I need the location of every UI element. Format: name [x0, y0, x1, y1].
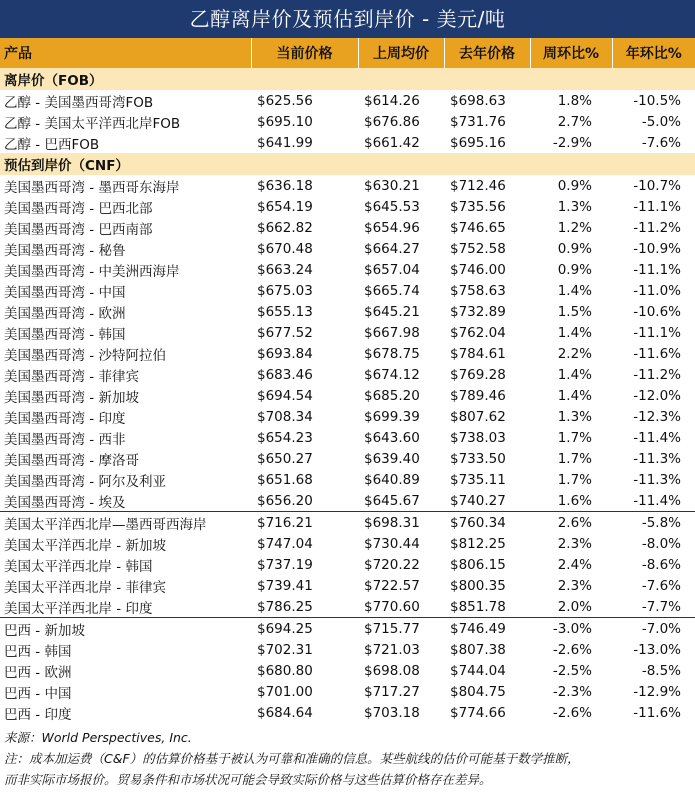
value-cell: $657.04 — [364, 261, 420, 278]
value-cell: $656.20 — [257, 492, 313, 509]
value-cell: -11.1% — [633, 324, 681, 341]
value-cell: 1.7% — [557, 471, 592, 488]
value-cell: -13.0% — [633, 641, 681, 658]
value-cell: 1.3% — [557, 408, 592, 425]
value-cell: $654.96 — [364, 219, 420, 236]
route-name-cell: 美国墨西哥湾 - 埃及 — [4, 494, 126, 511]
value-cell: -8.5% — [641, 662, 681, 679]
value-cell: $702.31 — [257, 641, 313, 658]
value-cell: $645.53 — [364, 198, 420, 215]
table-row — [0, 490, 695, 512]
value-cell: -7.0% — [612, 618, 695, 640]
value-cell: $762.04 — [450, 324, 506, 341]
section-header-row — [0, 68, 695, 90]
value-cell: $645.21 — [364, 303, 420, 320]
value-cell: -11.1% — [633, 261, 681, 278]
value-cell: $712.46 — [450, 177, 506, 194]
value-cell: $737.19 — [257, 556, 313, 573]
table-row — [0, 196, 695, 217]
route-name-cell: 美国墨西哥湾 - 菲律宾 — [4, 368, 139, 385]
value-cell: $680.80 — [257, 662, 313, 679]
value-cell: $760.34 — [444, 512, 530, 534]
value-cell: $708.34 — [257, 408, 313, 425]
value-cell: $739.41 — [257, 577, 313, 594]
value-cell: $740.27 — [450, 492, 506, 509]
route-name-cell: 美国太平洋西北岸 - 菲律宾 — [4, 579, 166, 596]
value-cell: 1.4% — [557, 324, 592, 341]
value-cell: $851.78 — [450, 598, 506, 615]
value-cell: -11.4% — [633, 492, 681, 509]
value-cell: -11.3% — [633, 450, 681, 467]
value-cell: $744.04 — [450, 662, 506, 679]
value-cell: $614.26 — [364, 92, 420, 109]
value-cell: $807.62 — [450, 408, 506, 425]
value-cell: -7.6% — [641, 134, 681, 151]
value-cell: $641.99 — [257, 134, 313, 151]
route-name-cell: 美国墨西哥湾 - 巴西南部 — [4, 221, 153, 238]
value-cell: $639.40 — [364, 450, 420, 467]
value-cell: $663.24 — [257, 261, 313, 278]
table-row — [0, 217, 695, 238]
value-cell: -11.1% — [633, 198, 681, 215]
route-name-cell: 乙醇 - 巴西FOB — [4, 136, 100, 153]
value-cell: $645.67 — [364, 492, 420, 509]
value-cell: $677.52 — [257, 324, 313, 341]
route-name-cell: 美国太平洋西北岸 - 印度 — [4, 600, 153, 617]
route-name-cell: 巴西 - 欧洲 — [4, 664, 72, 681]
value-cell: $651.68 — [257, 471, 313, 488]
value-cell: -8.0% — [641, 535, 681, 552]
value-cell: 2.3% — [557, 535, 592, 552]
route-name-cell: 美国墨西哥湾 - 中美洲西海岸 — [4, 263, 180, 280]
value-cell: $664.27 — [364, 240, 420, 257]
value-cell: 1.8% — [557, 92, 592, 109]
value-cell: $693.84 — [257, 345, 313, 362]
route-name-cell: 美国太平洋西北岸—墨西哥西海岸 — [0, 512, 251, 534]
value-cell: $701.00 — [257, 683, 313, 700]
value-cell: $661.42 — [364, 134, 420, 151]
route-name-cell: 美国墨西哥湾 - 墨西哥东海岸 — [4, 179, 180, 196]
value-cell: $654.19 — [257, 198, 313, 215]
value-cell: $683.46 — [257, 366, 313, 383]
route-name-cell: 巴西 - 新加坡 — [0, 618, 251, 640]
route-name-cell: 美国墨西哥湾 - 印度 — [4, 410, 126, 427]
section-label: 离岸价（FOB） — [0, 68, 695, 90]
value-cell: $746.49 — [444, 618, 530, 640]
value-cell: $675.03 — [257, 282, 313, 299]
value-cell: $720.22 — [364, 556, 420, 573]
value-cell: $694.54 — [257, 387, 313, 404]
value-cell: $721.03 — [364, 641, 420, 658]
value-cell: $800.35 — [450, 577, 506, 594]
value-cell: $640.89 — [364, 471, 420, 488]
value-cell: 2.0% — [557, 598, 592, 615]
value-cell: $730.44 — [364, 535, 420, 552]
value-cell: 1.7% — [557, 429, 592, 446]
value-cell: $738.03 — [450, 429, 506, 446]
value-cell: -10.7% — [633, 177, 681, 194]
table-row — [0, 175, 695, 196]
route-name-cell: 乙醇 - 美国太平洋西北岸FOB — [4, 115, 181, 132]
value-cell: $722.57 — [364, 577, 420, 594]
table-row — [0, 575, 695, 596]
table-row — [0, 618, 695, 640]
value-cell: $784.61 — [450, 345, 506, 362]
table-row — [0, 322, 695, 343]
route-name-cell: 美国墨西哥湾 - 阿尔及利亚 — [4, 473, 166, 490]
value-cell: $665.74 — [364, 282, 420, 299]
value-cell: -11.0% — [633, 282, 681, 299]
value-cell: $716.21 — [251, 512, 358, 534]
value-cell: $774.66 — [450, 704, 506, 721]
value-cell: 2.4% — [557, 556, 592, 573]
table-row — [0, 111, 695, 132]
value-cell: -2.3% — [552, 683, 592, 700]
value-cell: $662.82 — [257, 219, 313, 236]
route-name-cell: 美国太平洋西北岸 - 韩国 — [4, 558, 153, 575]
table-row — [0, 259, 695, 280]
route-name-cell: 美国墨西哥湾 - 韩国 — [4, 326, 126, 343]
value-cell: $698.31 — [358, 512, 444, 534]
value-cell: 1.7% — [557, 450, 592, 467]
table-row — [0, 660, 695, 681]
header-yoy-change: 年环比% — [612, 38, 695, 68]
route-name-cell: 美国墨西哥湾 - 沙特阿拉伯 — [4, 347, 166, 364]
value-cell: $752.58 — [450, 240, 506, 257]
note-text-line-1: 注：成本加运费（C&F）的估算价格基于被认为可靠和准确的信息。某些航线的估价可能基于数学推断， — [4, 751, 580, 766]
value-cell: 1.2% — [557, 219, 592, 236]
table-row — [0, 238, 695, 259]
value-cell: 2.3% — [557, 577, 592, 594]
value-cell: 1.6% — [557, 492, 592, 509]
value-cell: -5.0% — [641, 113, 681, 130]
footnote — [0, 723, 695, 790]
value-cell: $684.64 — [257, 704, 313, 721]
value-cell: -12.9% — [633, 683, 681, 700]
table-row — [0, 469, 695, 490]
value-cell: $733.50 — [450, 450, 506, 467]
value-cell: -12.0% — [633, 387, 681, 404]
value-cell: -7.6% — [641, 577, 681, 594]
value-cell: $636.18 — [257, 177, 313, 194]
note-text-line-2: 而非实际市场报价。贸易条件和市场状况可能会导致实际价格与这些估算价格存在差异。 — [4, 772, 492, 787]
value-cell: -11.2% — [633, 366, 681, 383]
table-row — [0, 406, 695, 427]
route-name-cell: 美国墨西哥湾 - 秘鲁 — [4, 242, 126, 259]
table-row — [0, 385, 695, 406]
header-current-price: 当前价格 — [251, 38, 358, 68]
route-name-cell: 乙醇 - 美国墨西哥湾FOB — [4, 94, 154, 111]
table-row — [0, 364, 695, 385]
value-cell: -3.0% — [530, 618, 612, 640]
source-text: 来源：World Perspectives, Inc. — [4, 730, 192, 745]
value-cell: $667.98 — [364, 324, 420, 341]
value-cell: 2.2% — [557, 345, 592, 362]
page-title: 乙醇离岸价及预估到岸价 - 美元/吨 — [0, 0, 695, 38]
table-body — [0, 68, 695, 723]
value-cell: $732.89 — [450, 303, 506, 320]
value-cell: $735.11 — [450, 471, 506, 488]
value-cell: -10.5% — [633, 92, 681, 109]
value-cell: $731.76 — [450, 113, 506, 130]
value-cell: $747.04 — [257, 535, 313, 552]
table-header-row — [0, 38, 695, 68]
value-cell: -11.6% — [633, 345, 681, 362]
value-cell: -2.5% — [552, 662, 592, 679]
value-cell: $789.46 — [450, 387, 506, 404]
header-last-week-avg: 上周均价 — [358, 38, 444, 68]
value-cell: $699.39 — [364, 408, 420, 425]
value-cell: $717.27 — [364, 683, 420, 700]
value-cell: $806.15 — [450, 556, 506, 573]
route-name-cell: 美国墨西哥湾 - 新加坡 — [4, 389, 139, 406]
route-name-cell: 美国墨西哥湾 - 中国 — [4, 284, 126, 301]
value-cell: $698.08 — [364, 662, 420, 679]
value-cell: -2.9% — [552, 134, 592, 151]
value-cell: $625.56 — [257, 92, 313, 109]
value-cell: $694.25 — [251, 618, 358, 640]
table-row — [0, 639, 695, 660]
value-cell: 1.4% — [557, 366, 592, 383]
value-cell: -12.3% — [633, 408, 681, 425]
value-cell: $735.56 — [450, 198, 506, 215]
value-cell: $630.21 — [364, 177, 420, 194]
table-row — [0, 554, 695, 575]
header-last-year-price: 去年价格 — [444, 38, 530, 68]
value-cell: -11.3% — [633, 471, 681, 488]
value-cell: 1.3% — [557, 198, 592, 215]
value-cell: $650.27 — [257, 450, 313, 467]
header-product: 产品 — [0, 38, 251, 68]
value-cell: -2.6% — [552, 641, 592, 658]
value-cell: $698.63 — [450, 92, 506, 109]
value-cell: 1.4% — [557, 282, 592, 299]
value-cell: $746.00 — [450, 261, 506, 278]
value-cell: 0.9% — [557, 261, 592, 278]
route-name-cell: 美国墨西哥湾 - 西非 — [4, 431, 126, 448]
value-cell: $655.13 — [257, 303, 313, 320]
value-cell: $703.18 — [364, 704, 420, 721]
table-row — [0, 448, 695, 469]
value-cell: $786.25 — [257, 598, 313, 615]
route-name-cell: 巴西 - 韩国 — [4, 643, 72, 660]
table-row — [0, 132, 695, 153]
value-cell: $804.75 — [450, 683, 506, 700]
table-row — [0, 301, 695, 322]
table-row — [0, 533, 695, 554]
value-cell: -11.4% — [633, 429, 681, 446]
route-name-cell: 美国墨西哥湾 - 摩洛哥 — [4, 452, 139, 469]
value-cell: $769.28 — [450, 366, 506, 383]
table-row — [0, 90, 695, 111]
value-cell: $685.20 — [364, 387, 420, 404]
section-label: 预估到岸价（CNF） — [0, 153, 695, 175]
section-header-row — [0, 153, 695, 175]
value-cell: $643.60 — [364, 429, 420, 446]
value-cell: -7.7% — [641, 598, 681, 615]
value-cell: -10.6% — [633, 303, 681, 320]
value-cell: $695.16 — [450, 134, 506, 151]
value-cell: $678.75 — [364, 345, 420, 362]
route-name-cell: 美国墨西哥湾 - 巴西北部 — [4, 200, 153, 217]
value-cell: -11.2% — [633, 219, 681, 236]
route-name-cell: 美国太平洋西北岸 - 新加坡 — [4, 537, 166, 554]
route-name-cell: 巴西 - 中国 — [4, 685, 72, 702]
table-row — [0, 681, 695, 702]
table-row — [0, 512, 695, 534]
header-wow-change: 周环比% — [530, 38, 612, 68]
route-name-cell: 美国墨西哥湾 - 欧洲 — [4, 305, 126, 322]
value-cell: -8.6% — [641, 556, 681, 573]
table-row — [0, 427, 695, 448]
value-cell: -5.8% — [612, 512, 695, 534]
value-cell: 2.6% — [530, 512, 612, 534]
price-table — [0, 38, 695, 723]
value-cell: $812.25 — [450, 535, 506, 552]
value-cell: $676.86 — [364, 113, 420, 130]
value-cell: -2.6% — [552, 704, 592, 721]
value-cell: 1.5% — [557, 303, 592, 320]
value-cell: $695.10 — [257, 113, 313, 130]
value-cell: $654.23 — [257, 429, 313, 446]
value-cell: $670.48 — [257, 240, 313, 257]
value-cell: 0.9% — [557, 177, 592, 194]
value-cell: -10.9% — [633, 240, 681, 257]
table-row — [0, 280, 695, 301]
value-cell: -11.6% — [633, 704, 681, 721]
value-cell: $807.38 — [450, 641, 506, 658]
value-cell: 0.9% — [557, 240, 592, 257]
table-row — [0, 596, 695, 618]
value-cell: $746.65 — [450, 219, 506, 236]
value-cell: $758.63 — [450, 282, 506, 299]
table-row — [0, 702, 695, 723]
table-row — [0, 343, 695, 364]
value-cell: $715.77 — [358, 618, 444, 640]
value-cell: $674.12 — [364, 366, 420, 383]
value-cell: 1.4% — [557, 387, 592, 404]
route-name-cell: 巴西 - 印度 — [4, 706, 72, 723]
value-cell: $770.60 — [364, 598, 420, 615]
value-cell: 2.7% — [557, 113, 592, 130]
